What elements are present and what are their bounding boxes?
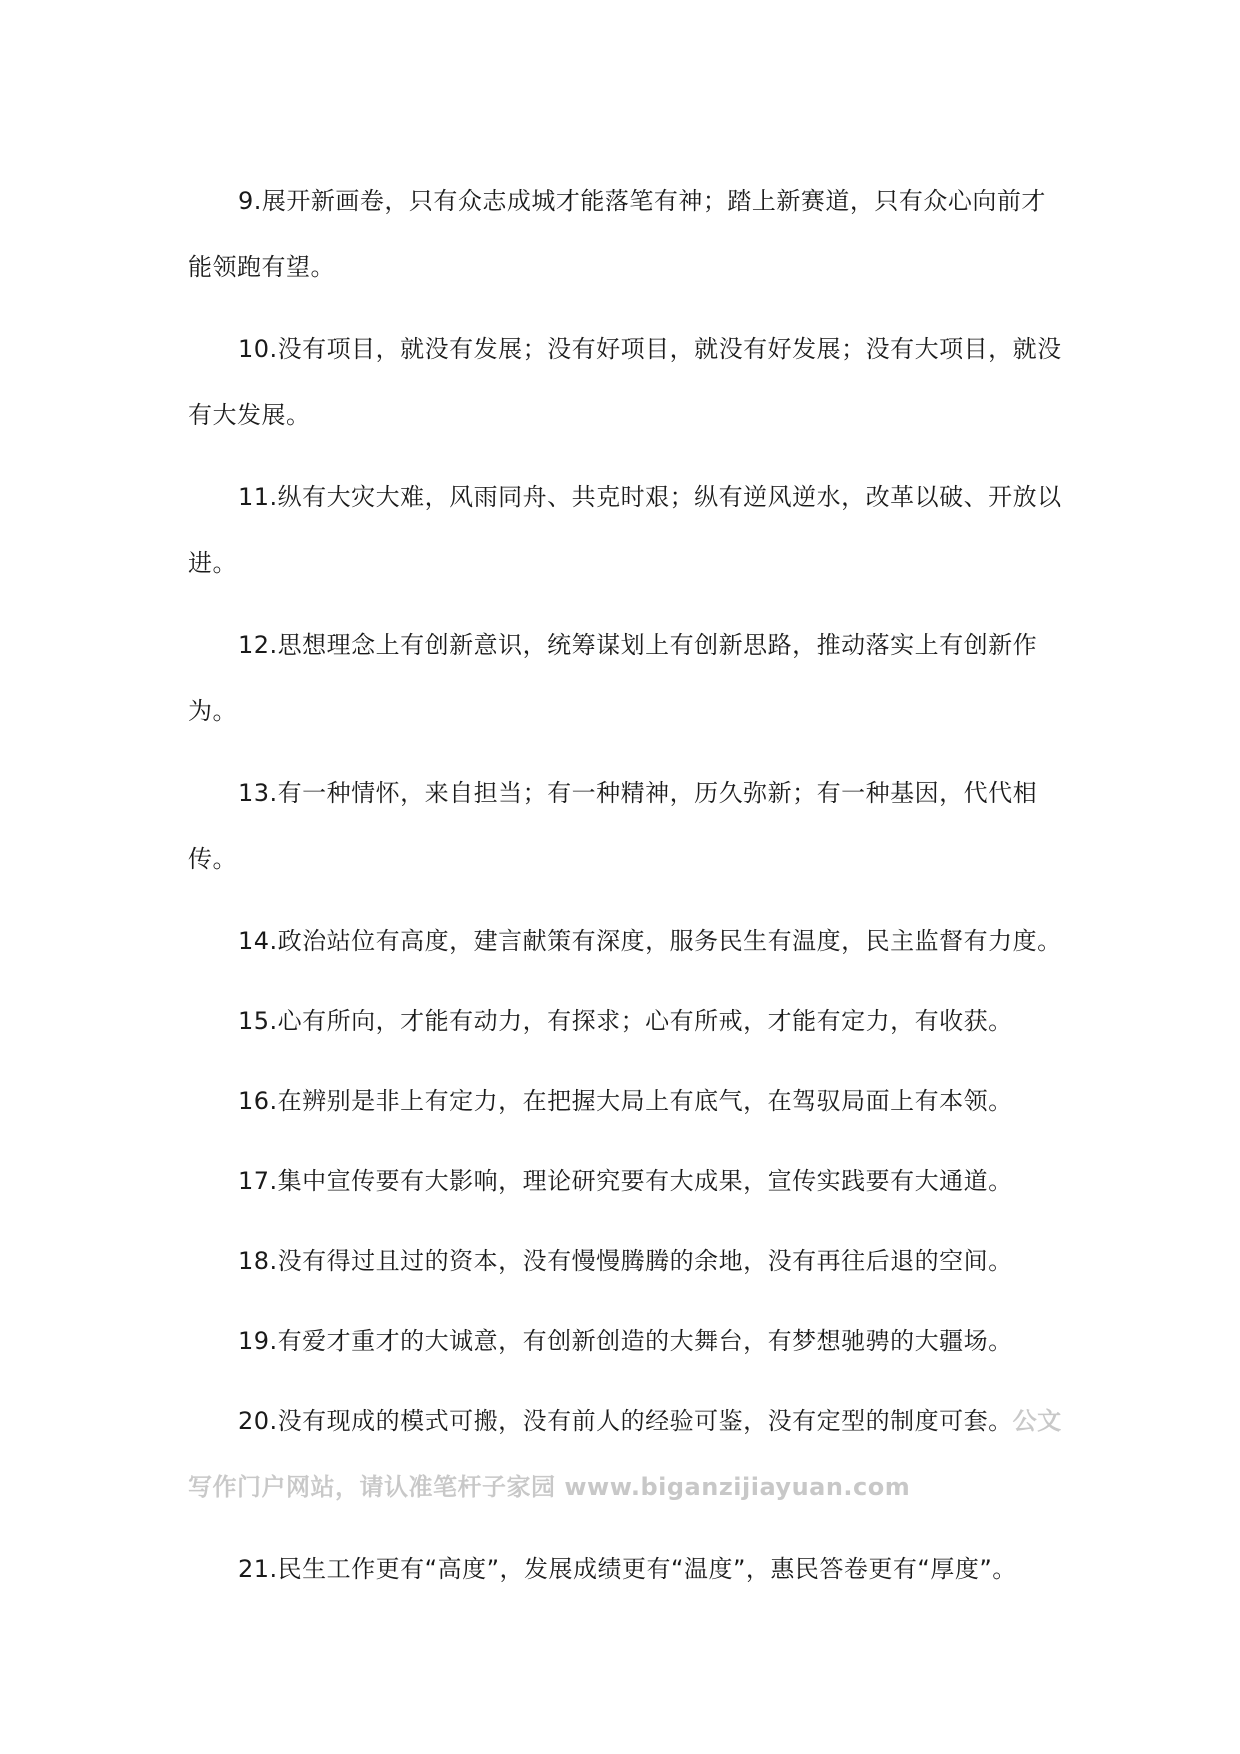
watermark-text: 公文写作门户网站，请认准笔杆子家园 www.biganzijiayuan.com: [188, 1407, 1062, 1501]
paragraph-21: 21.民生工作更有“高度”，发展成绩更有“温度”，惠民答卷更有“厚度”。: [238, 1555, 1017, 1583]
paragraph-19: 19.有爱才重才的大诚意，有创新创造的大舞台，有梦想驰骋的大疆场。: [238, 1327, 1013, 1355]
paragraph-11: 11.纵有大灾大难，风雨同舟、共克时艰；纵有逆风逆水，改革以破、开放以进。: [188, 483, 1062, 577]
paragraph-14: 14.政治站位有高度，建言献策有深度，服务民生有温度，民主监督有力度。: [238, 927, 1062, 955]
paragraph-20-text: 20.没有现成的模式可搬，没有前人的经验可鉴，没有定型的制度可套。: [238, 1407, 1013, 1435]
paragraph-17: 17.集中宣传要有大影响，理论研究要有大成果，宣传实践要有大通道。: [238, 1167, 1013, 1195]
paragraph-16: 16.在辨别是非上有定力，在把握大局上有底气，在驾驭局面上有本领。: [238, 1087, 1013, 1115]
paragraph-15: 15.心有所向，才能有动力，有探求；心有所戒，才能有定力，有收获。: [238, 1007, 1013, 1035]
paragraph-12: 12.思想理念上有创新意识，统筹谋划上有创新思路，推动落实上有创新作为。: [188, 631, 1038, 725]
paragraph-20: [188, 1388, 1068, 1520]
paragraph-10: 10.没有项目，就没有发展；没有好项目，就没有好发展；没有大项目，就没有大发展。: [188, 335, 1062, 429]
paragraph-13: 13.有一种情怀，来自担当；有一种精神，历久弥新；有一种基因，代代相传。: [188, 779, 1038, 873]
document-body: [188, 168, 1068, 1616]
paragraph-9: 9.展开新画卷，只有众志成城才能落笔有神；踏上新赛道，只有众心向前才能领跑有望。: [188, 187, 1046, 281]
paragraph-18: 18.没有得过且过的资本，没有慢慢腾腾的余地，没有再往后退的空间。: [238, 1247, 1013, 1275]
